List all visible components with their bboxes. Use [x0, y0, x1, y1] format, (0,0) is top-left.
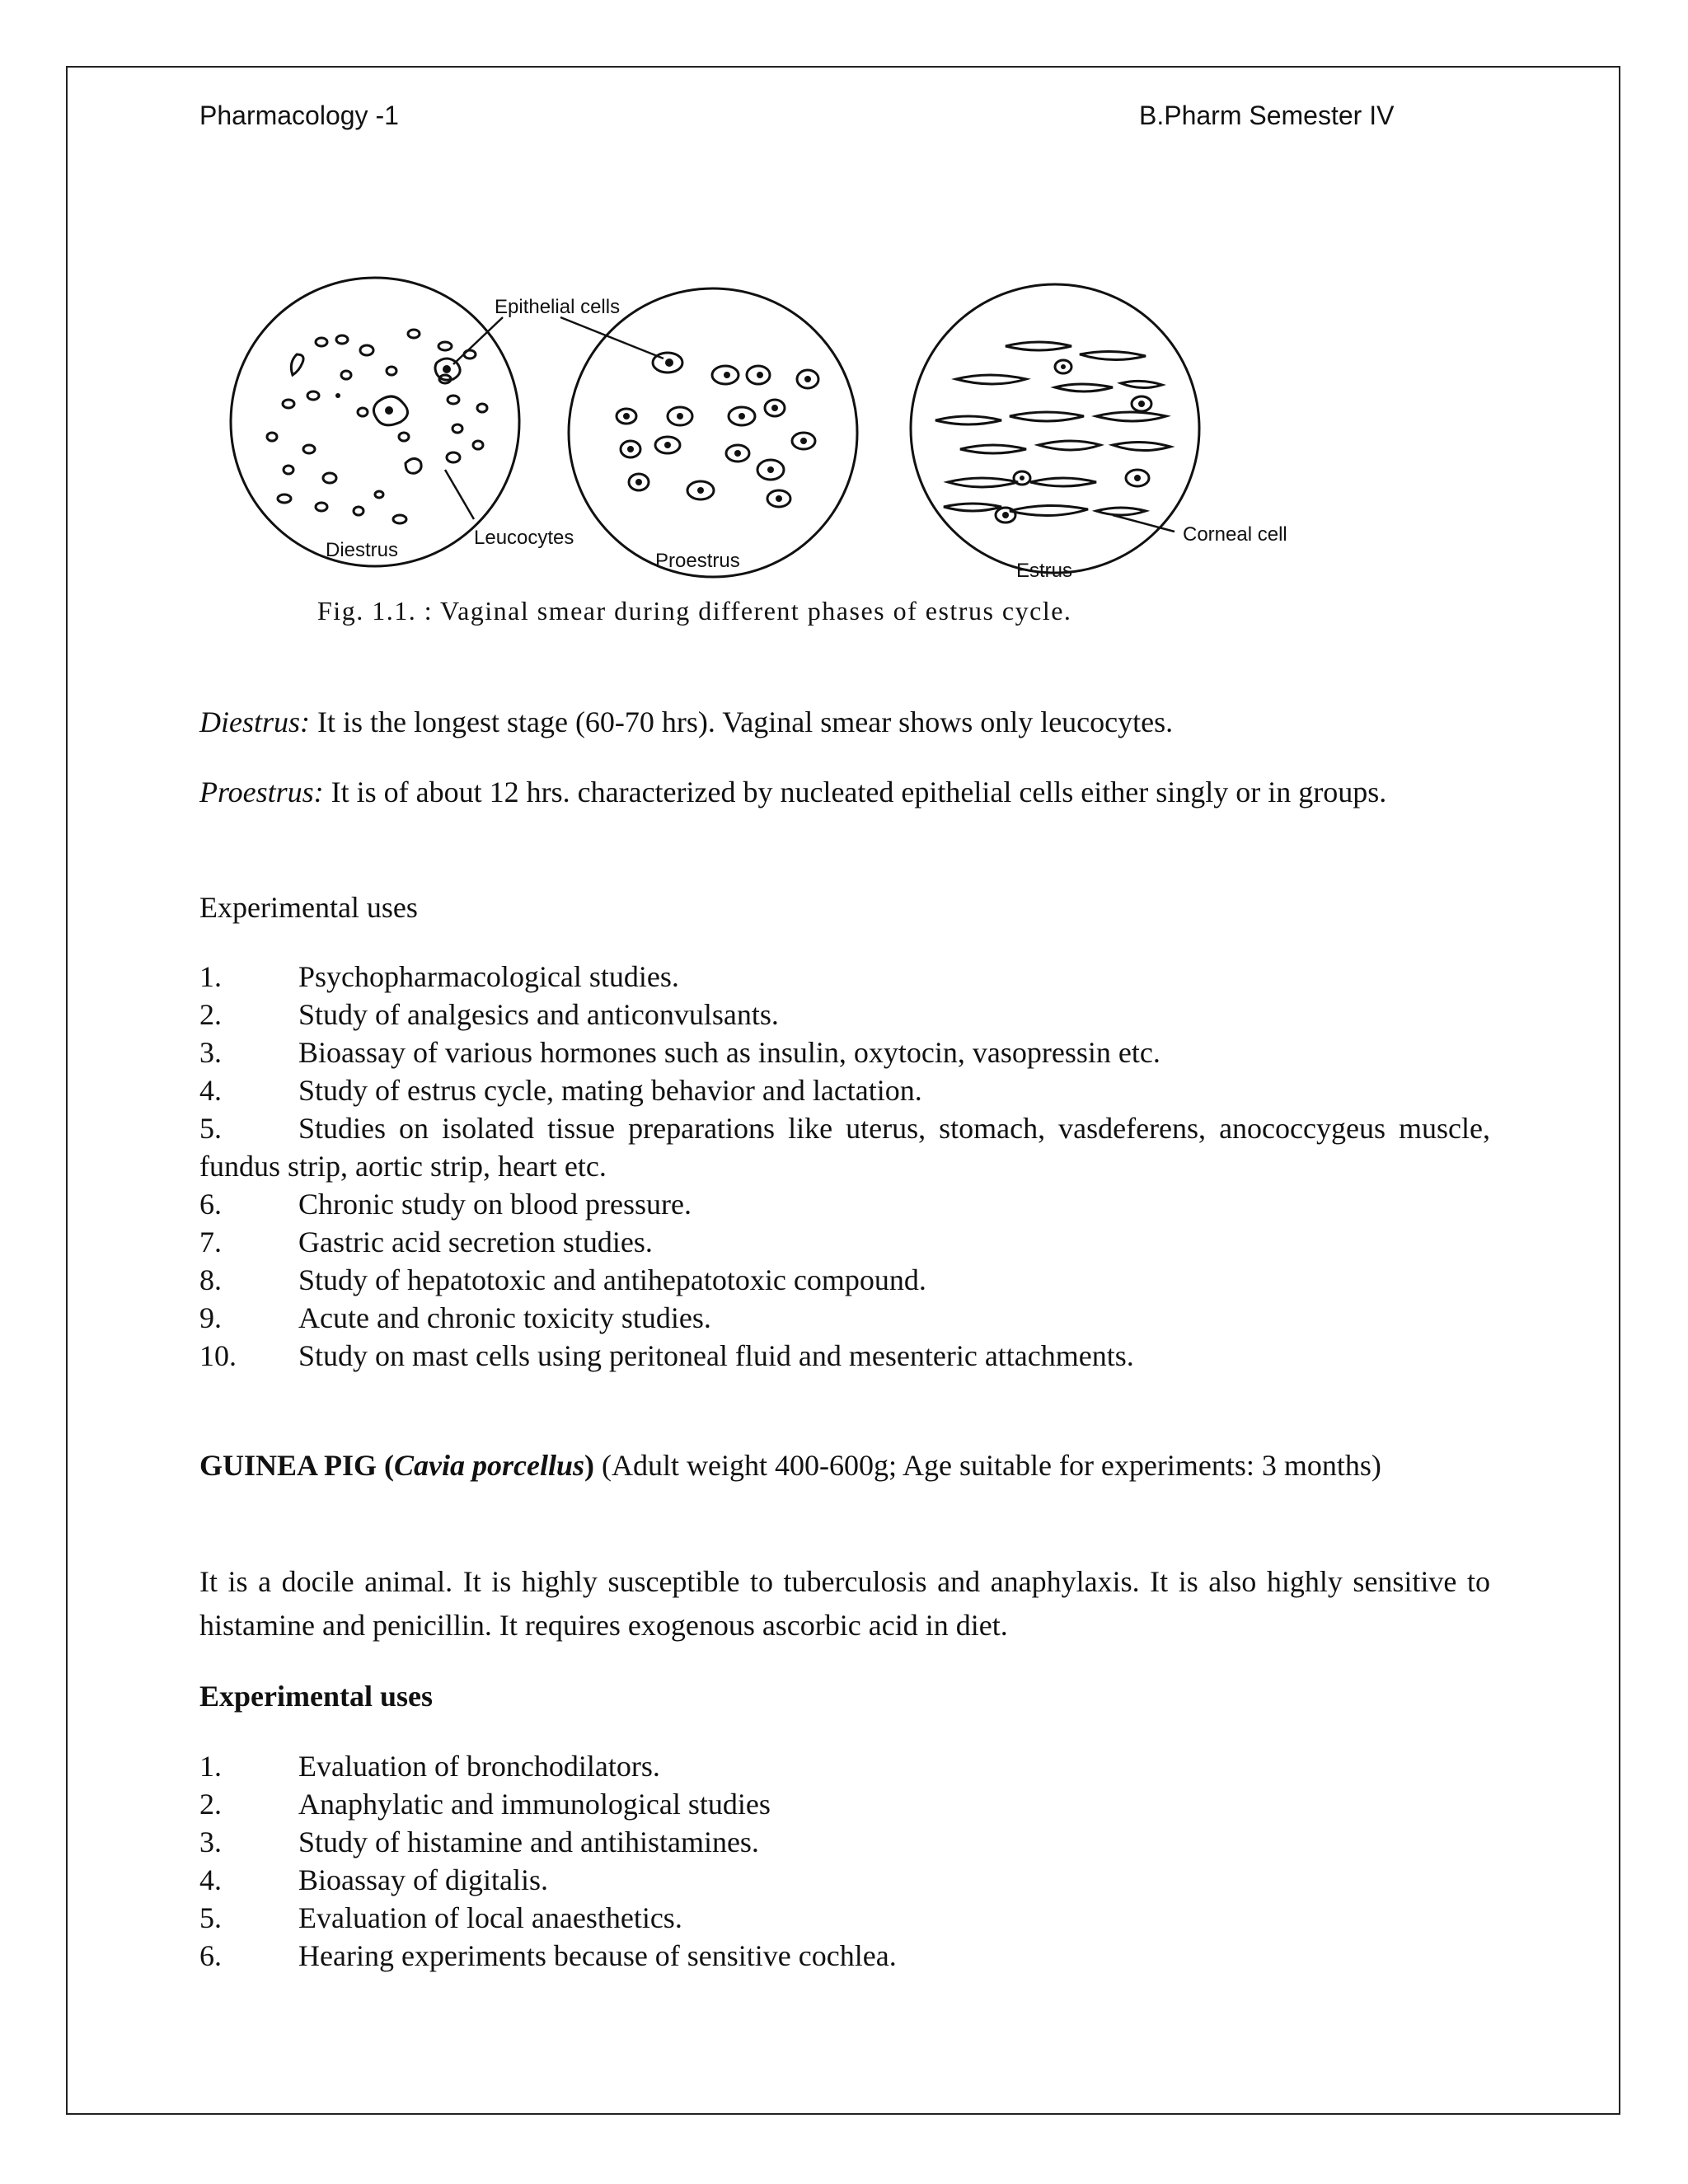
list-item: 3. Study of histamine and antihistamines.	[199, 1825, 759, 1858]
guinea-pig-details: (Adult weight 400-600g; Age suitable for experiments: 3 months)	[594, 1449, 1381, 1482]
guinea-pig-title-close: )	[584, 1449, 595, 1482]
list-item: 5. Evaluation of local anaesthetics.	[199, 1901, 682, 1934]
proestrus-text: It is of about 12 hrs. characterized by nucleated epithelial cells either singly or in groups.	[323, 776, 1387, 808]
estrus-smear-circle	[911, 284, 1199, 573]
guinea-pig-uses-list	[199, 1747, 1490, 1975]
list-item: 4. Study of estrus cycle, mating behavior and lactation.	[199, 1074, 922, 1107]
list-item: 5. Studies on isolated tissue preparations like uterus, stomach, vasdeferens, anococcygeus muscle, fundus strip, aortic strip, heart etc.	[199, 1112, 1490, 1183]
diestrus-text: It is the longest stage (60-70 hrs). Vaginal smear shows only leucocytes.	[310, 705, 1174, 738]
figure-caption: Fig. 1.1. : Vaginal smear during different phases of estrus cycle.	[317, 596, 1072, 626]
label-epithelial-cells: Epithelial cells	[495, 296, 621, 318]
list-item: 10. Study on mast cells using peritoneal fluid and mesenteric attachments.	[199, 1339, 1134, 1372]
list-item: 2. Anaphylatic and immunological studies	[199, 1788, 771, 1821]
label-corneal-cell: Corneal cell	[1183, 523, 1287, 546]
label-estrus: Estrus	[1016, 560, 1073, 582]
list-item: 9. Acute and chronic toxicity studies.	[199, 1301, 711, 1334]
rat-uses-heading: Experimental uses	[199, 891, 418, 924]
estrus-cycle-figure	[198, 272, 1352, 668]
proestrus-paragraph	[199, 771, 1490, 814]
header-semester: B.Pharm Semester IV	[1139, 101, 1395, 130]
diestrus-smear-circle	[231, 278, 519, 566]
list-item: 2. Study of analgesics and anticonvulsants.	[199, 998, 779, 1031]
list-item: 6. Hearing experiments because of sensitive cochlea.	[199, 1939, 897, 1972]
guinea-pig-title: GUINEA PIG (	[199, 1449, 395, 1482]
header-course: Pharmacology -1	[199, 101, 399, 130]
list-item: 1. Evaluation of bronchodilators.	[199, 1750, 660, 1783]
list-item: 1. Psychopharmacological studies.	[199, 960, 679, 993]
list-item: 8. Study of hepatotoxic and antihepatotoxic compound.	[199, 1263, 926, 1296]
list-item: 3. Bioassay of various hormones such as insulin, oxytocin, vasopressin etc.	[199, 1036, 1160, 1069]
label-diestrus: Diestrus	[326, 539, 399, 561]
diestrus-paragraph	[199, 701, 1490, 744]
epithelial-pointer-2	[560, 317, 663, 359]
rat-uses-list	[199, 958, 1490, 1375]
leucocyte-dots	[267, 330, 487, 523]
label-leucocytes: Leucocytes	[474, 527, 574, 549]
list-item: 7. Gastric acid secretion studies.	[199, 1226, 653, 1258]
diestrus-term: Diestrus:	[199, 705, 310, 738]
guinea-pig-heading	[199, 1444, 1490, 1488]
list-item: 4. Bioassay of digitalis.	[199, 1863, 548, 1896]
label-proestrus: Proestrus	[655, 550, 740, 572]
proestrus-term: Proestrus:	[199, 776, 324, 808]
guinea-pig-species: Cavia porcellus	[394, 1449, 585, 1482]
guinea-pig-uses-heading: Experimental uses	[199, 1680, 433, 1713]
leucocyte-pointer	[445, 470, 474, 519]
guinea-pig-description: It is a docile animal. It is highly susceptible to tuberculosis and anaphylaxis. It is also highly sensitive to histamine and penicillin. It requires exogenous ascorbic acid in diet.	[199, 1565, 1490, 1642]
list-item: 6. Chronic study on blood pressure.	[199, 1188, 692, 1221]
proestrus-smear-circle	[569, 288, 857, 577]
